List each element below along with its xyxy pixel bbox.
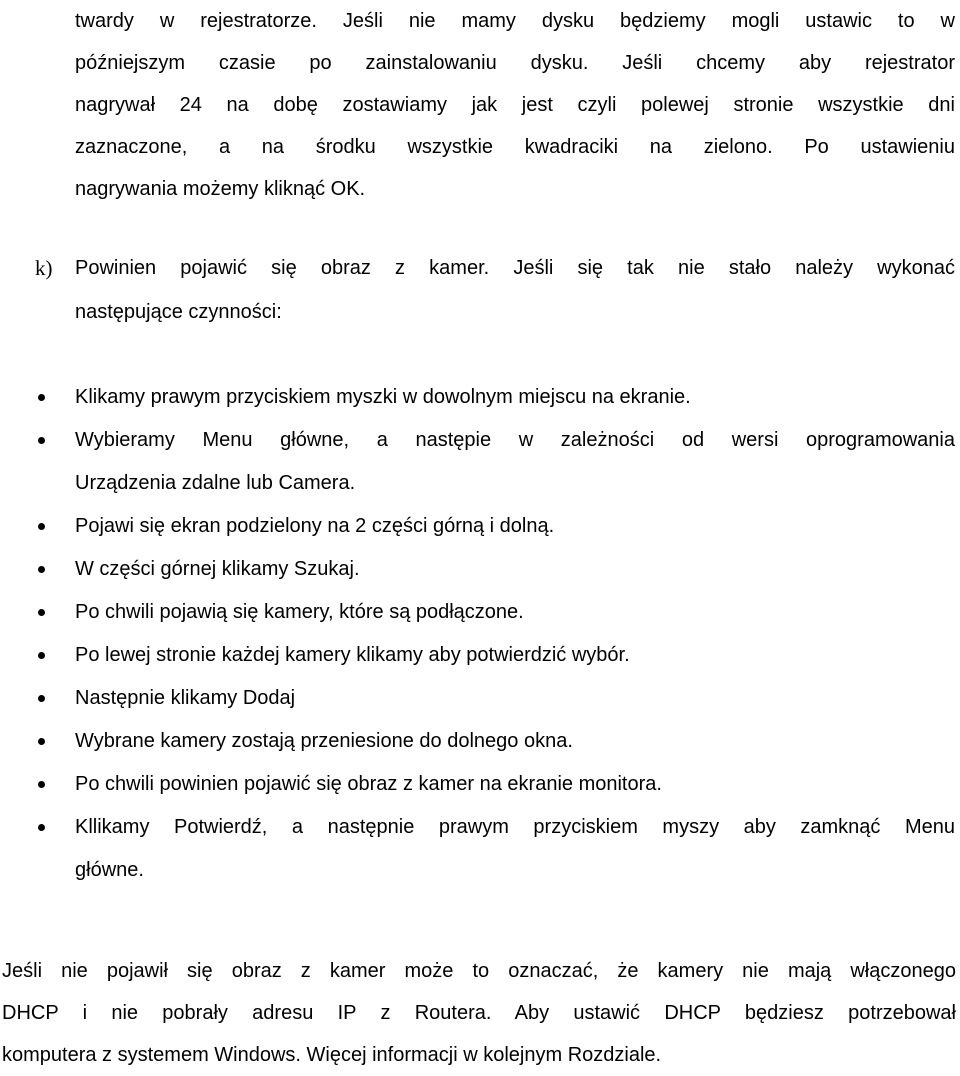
bullet-item: [0, 806, 955, 892]
bullet-item: [0, 634, 955, 677]
bullet-item: [0, 505, 955, 548]
bullet-text: Wybrane kamery zostają przeniesione do dolnego okna.: [75, 730, 573, 752]
bullet-item: [0, 720, 955, 763]
bullet-text: główne.: [75, 859, 144, 881]
bullet-item: [0, 376, 955, 419]
intro-paragraph: [75, 0, 955, 210]
bullet-text: Pojawi się ekran podzielony na 2 części górną i dolną.: [75, 515, 555, 537]
bullet-icon: [38, 738, 45, 745]
list-item-text: [75, 246, 955, 334]
bullet-text: Kllikamy Potwierdź, a następnie prawym przyciskiem myszy aby zamknąć Menu: [75, 816, 955, 838]
bullet-text: Urządzenia zdalne lub Camera.: [75, 472, 356, 494]
bullet-icon: [38, 695, 45, 702]
bullet-icon: [38, 394, 45, 401]
bullet-list: [0, 376, 960, 892]
paragraph-line: Jeśli nie pojawił się obraz z kamer może to oznaczać, że kamery nie mają włączonego: [2, 960, 956, 982]
bullet-text: Następnie klikamy Dodaj: [75, 687, 296, 709]
bullet-text: W części górnej klikamy Szukaj.: [75, 558, 360, 580]
bullet-icon: [38, 781, 45, 788]
bullet-text: Po chwili pojawią się kamery, które są podłączone.: [75, 601, 524, 623]
bullet-text: Po lewej stronie każdej kamery klikamy aby potwierdzić wybór.: [75, 644, 630, 666]
bullet-item: [0, 763, 955, 806]
paragraph-line: następujące czynności:: [75, 301, 282, 323]
bullet-icon: [38, 437, 45, 444]
bullet-text: Wybieramy Menu główne, a następie w zależności od wersi oprogramowania: [75, 429, 955, 451]
paragraph-line: późniejszym czasie po zainstalowaniu dysku. Jeśli chcemy aby rejestrator: [75, 52, 955, 74]
bullet-item: [0, 677, 955, 720]
bullet-text: Klikamy prawym przyciskiem myszki w dowolnym miejscu na ekranie.: [75, 386, 691, 408]
outro-paragraph: [2, 950, 956, 1076]
bullet-icon: [38, 523, 45, 530]
bullet-icon: [38, 652, 45, 659]
paragraph-line: zaznaczone, a na środku wszystkie kwadraciki na zielono. Po ustawieniu: [75, 136, 955, 158]
bullet-item: [0, 419, 955, 505]
paragraph-line: nagrywał 24 na dobę zostawiamy jak jest czyli polewej stronie wszystkie dni: [75, 94, 955, 116]
list-marker: k): [35, 256, 53, 280]
bullet-icon: [38, 824, 45, 831]
paragraph-line: komputera z systemem Windows. Więcej informacji w kolejnym Rozdziale.: [2, 1044, 662, 1066]
bullet-item: [0, 548, 955, 591]
bullet-text: Po chwili powinien pojawić się obraz z kamer na ekranie monitora.: [75, 773, 662, 795]
bullet-item: [0, 591, 955, 634]
paragraph-line: Powinien pojawić się obraz z kamer. Jeśli się tak nie stało należy wykonać: [75, 257, 955, 279]
paragraph-line: nagrywania możemy kliknąć OK.: [75, 178, 366, 200]
paragraph-line: DHCP i nie pobrały adresu IP z Routera. Aby ustawić DHCP będziesz potrzebował: [2, 1002, 956, 1024]
paragraph-line: twardy w rejestratorze. Jeśli nie mamy dysku będziemy mogli ustawic to w: [75, 10, 955, 32]
bullet-icon: [38, 609, 45, 616]
bullet-icon: [38, 566, 45, 573]
